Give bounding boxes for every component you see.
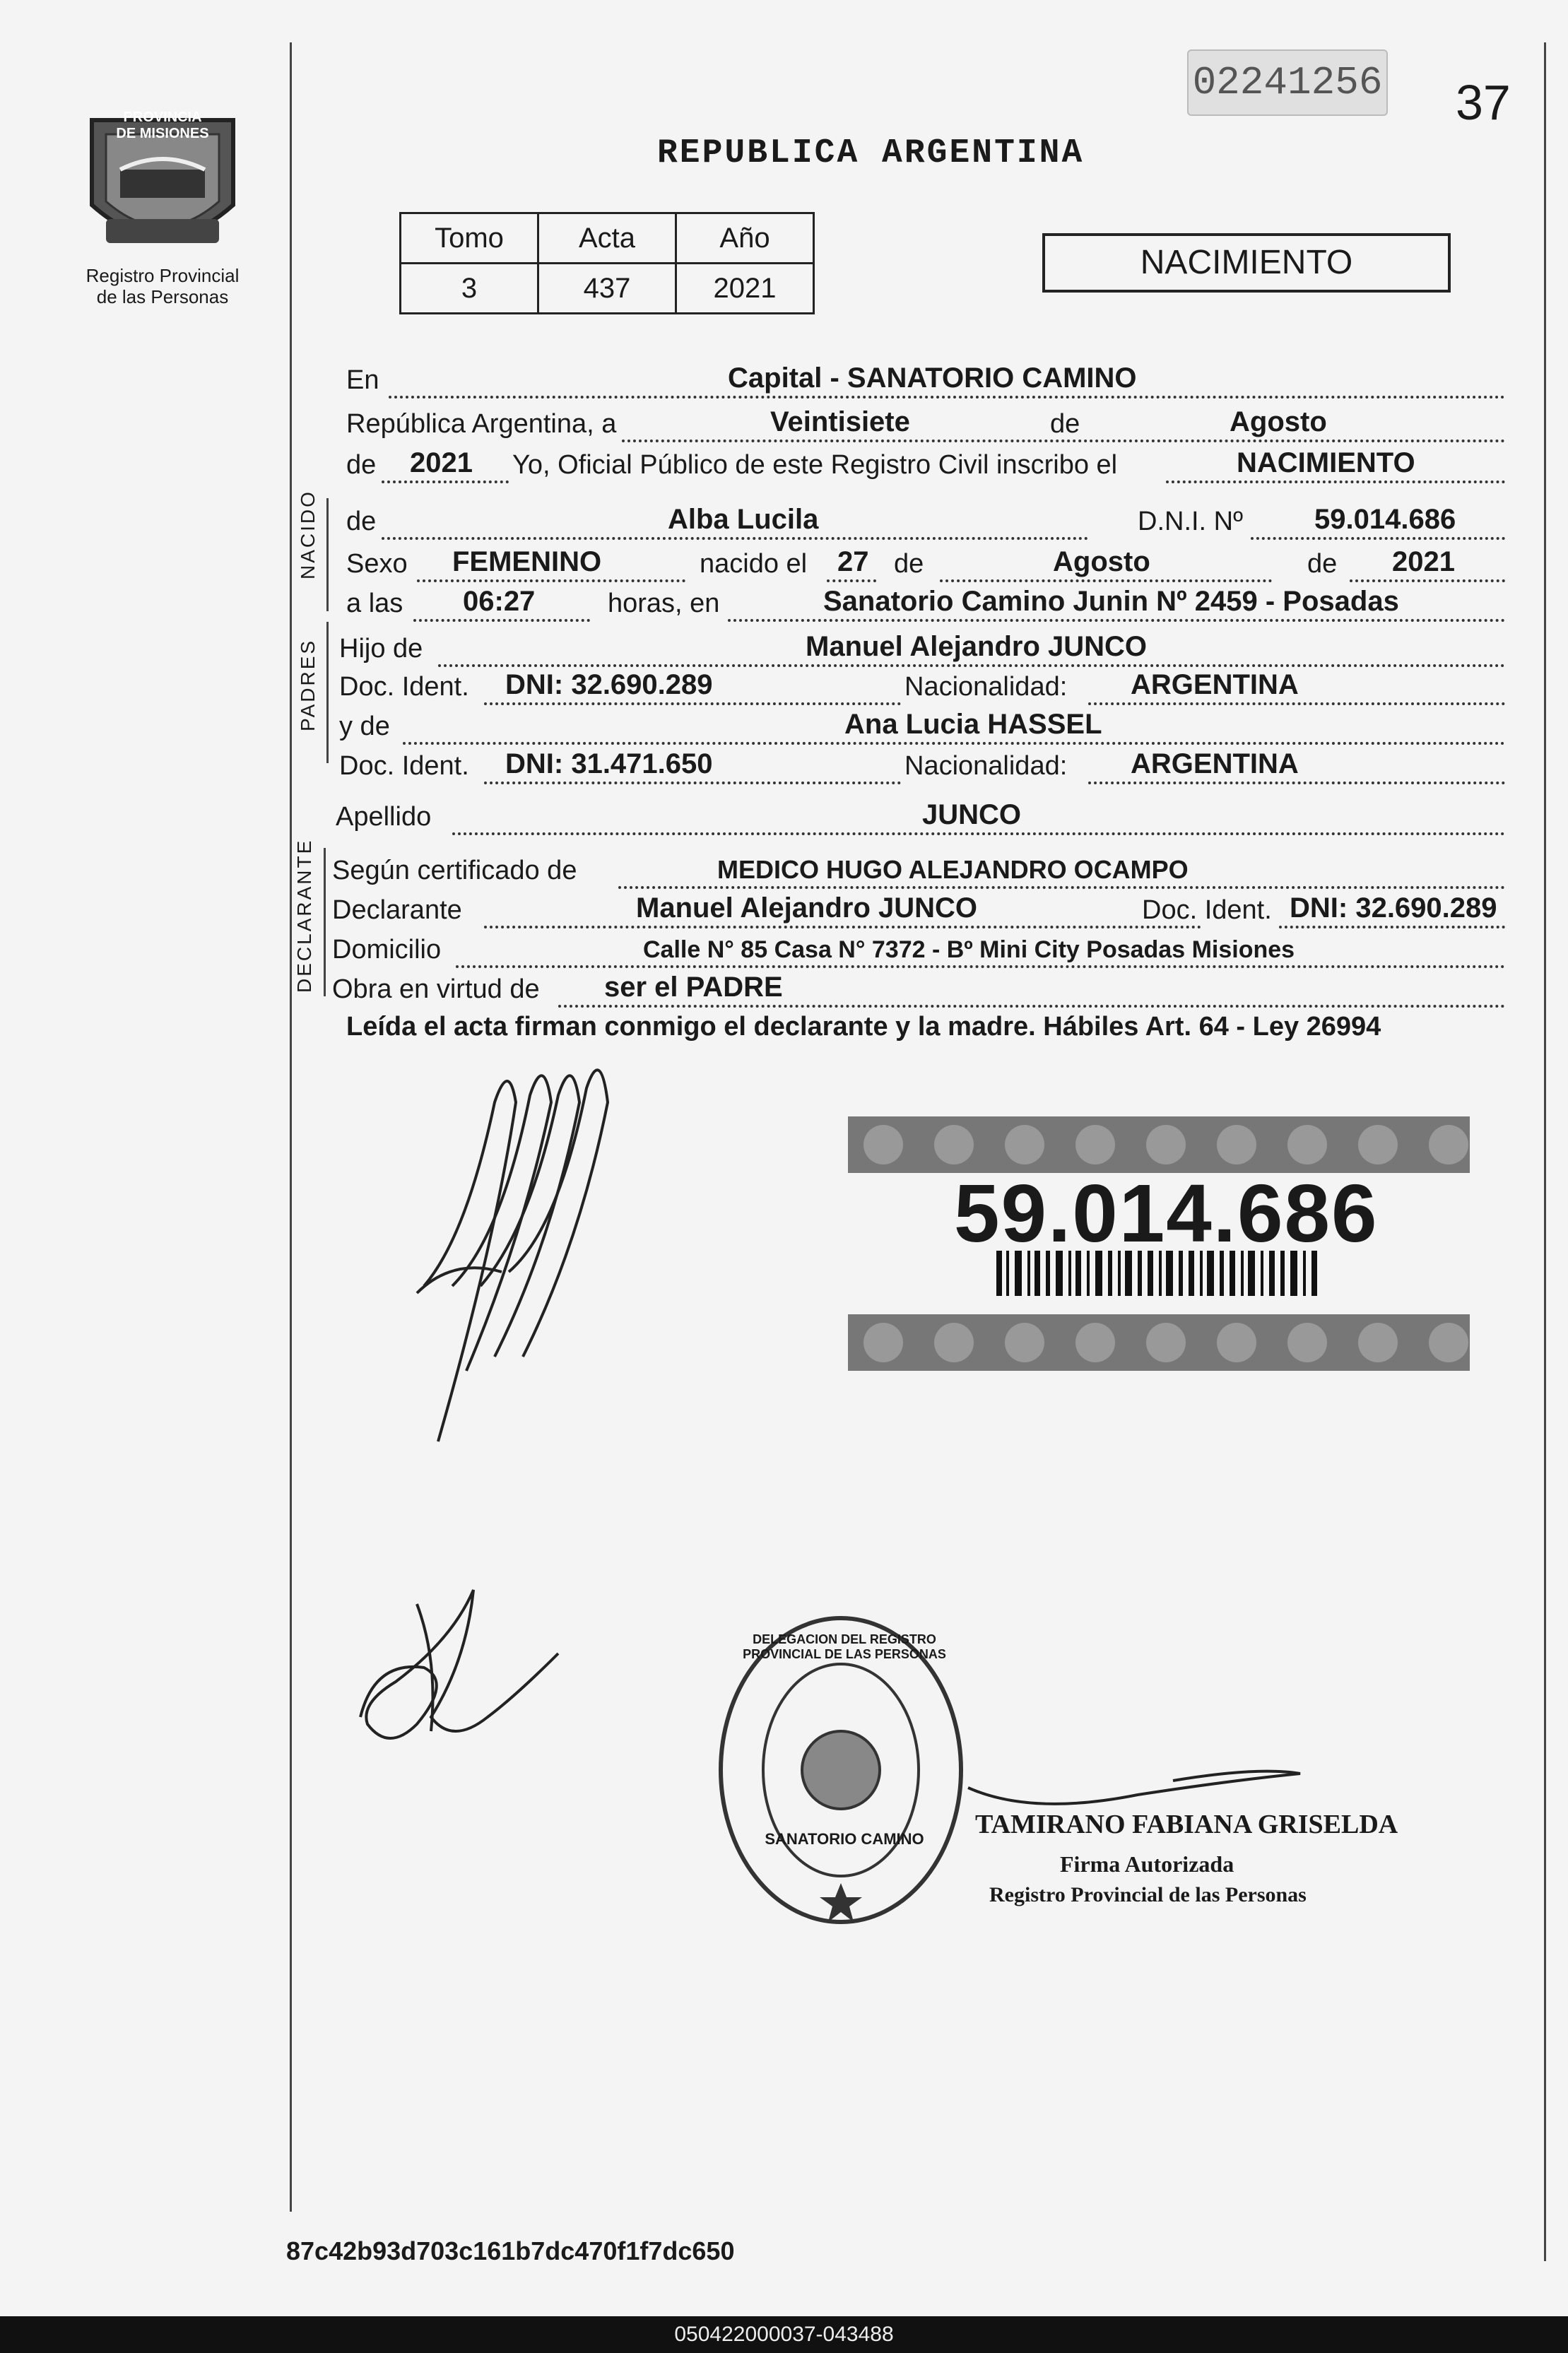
value-padre-nac: ARGENTINA xyxy=(1131,669,1299,700)
row-padre-doc xyxy=(332,667,1505,707)
value-lugar: Capital - SANATORIO CAMINO xyxy=(728,362,1137,394)
stamp-inner-text: SANATORIO CAMINO xyxy=(765,1830,924,1848)
dotted-line xyxy=(417,579,685,582)
dotted-line xyxy=(452,832,1505,835)
value-lugar-nac: Sanatorio Camino Junin Nº 2459 - Posadas xyxy=(823,586,1399,617)
dotted-line xyxy=(1350,579,1505,582)
value-acta: 437 xyxy=(538,264,676,314)
label-horas-en: horas, en xyxy=(608,589,720,618)
dotted-line xyxy=(403,742,1505,745)
label-de-nombre: de xyxy=(346,507,377,536)
label-domicilio: Domicilio xyxy=(332,935,442,965)
row-declarante xyxy=(332,890,1505,930)
value-madre: Ana Lucia HASSEL xyxy=(844,709,1102,740)
label-a-las: a las xyxy=(346,589,403,618)
signer-role: Firma Autorizada xyxy=(1060,1851,1234,1877)
row-lugar xyxy=(332,360,1505,400)
signer-name: TAMIRANO FABIANA GRISELDA xyxy=(975,1810,1398,1839)
footer-code: 050422000037-043488 xyxy=(0,2316,1568,2353)
header-acta: Acta xyxy=(538,213,676,264)
row-madre-doc xyxy=(332,746,1505,786)
value-domicilio: Calle N° 85 Casa N° 7372 - Bº Mini City Posadas Misiones xyxy=(643,936,1295,963)
label-doc-ident-madre: Doc. Ident. xyxy=(339,751,469,781)
dotted-line xyxy=(1088,782,1505,784)
dotted-line xyxy=(484,782,901,784)
barcode-number: 59.014.686 xyxy=(954,1167,1379,1259)
row-nombre xyxy=(332,502,1505,541)
dotted-line xyxy=(484,702,901,705)
value-madre-doc: DNI: 31.471.650 xyxy=(505,748,713,779)
document-type-box: NACIMIENTO xyxy=(1042,233,1451,293)
label-republica: República Argentina, a xyxy=(346,409,617,439)
label-sexo: Sexo xyxy=(346,549,408,579)
label-nacionalidad-padre: Nacionalidad: xyxy=(904,672,1068,702)
label-nacionalidad-madre: Nacionalidad: xyxy=(904,751,1068,781)
value-acto: NACIMIENTO xyxy=(1237,447,1415,478)
row-sexo xyxy=(332,544,1505,584)
serial-number: 02241256 xyxy=(1187,49,1388,116)
label-yo: Yo, Oficial Público de este Registro Civil inscribo el xyxy=(512,450,1118,480)
declarant-signature xyxy=(410,1060,636,1456)
row-certificado xyxy=(332,851,1505,890)
value-declarante-doc: DNI: 32.690.289 xyxy=(1290,892,1497,924)
row-hora xyxy=(332,584,1505,623)
value-nombre: Alba Lucila xyxy=(668,504,819,535)
row-obra xyxy=(332,969,1505,1009)
document-hash: 87c42b93d703c161b7dc470f1f7dc650 xyxy=(286,2236,735,2265)
label-nacido-el: nacido el xyxy=(700,549,808,579)
label-declarante: Declarante xyxy=(332,895,462,925)
dotted-line xyxy=(827,579,876,582)
logo-label: Registro Provincial de las Personas xyxy=(86,265,240,307)
label-de-anio-nac: de xyxy=(1307,549,1338,579)
value-dni: 59.014.686 xyxy=(1314,504,1456,535)
padres-bracket xyxy=(326,622,329,763)
value-hora: 06:27 xyxy=(463,586,536,617)
page-title: REPUBLICA ARGENTINA xyxy=(657,134,1085,172)
label-obra: Obra en virtud de xyxy=(332,974,540,1004)
value-padre-doc: DNI: 32.690.289 xyxy=(505,669,713,700)
dotted-line xyxy=(389,396,1505,399)
value-sexo: FEMENINO xyxy=(452,546,602,577)
logo-text: PROVINCIA DE MISIONES xyxy=(116,110,209,141)
section-label-nacido: NACIDO xyxy=(297,490,319,579)
dotted-line xyxy=(382,537,1088,540)
closing-statement: Leída el acta firman conmigo el declarante y la madre. Hábiles Art. 64 - Ley 26994 xyxy=(346,1012,1381,1042)
value-obra: ser el PADRE xyxy=(604,972,783,1003)
registry-table xyxy=(399,212,815,314)
value-mes: Agosto xyxy=(1230,406,1327,437)
declarante-bracket xyxy=(324,848,326,996)
value-anio: 2021 xyxy=(410,447,473,478)
left-margin-line xyxy=(290,42,292,2212)
value-padre: Manuel Alejandro JUNCO xyxy=(806,631,1148,662)
dotted-line xyxy=(413,619,590,622)
row-fecha xyxy=(332,404,1505,444)
dotted-line xyxy=(618,886,1505,889)
dotted-line xyxy=(622,440,1505,442)
dotted-line xyxy=(1251,537,1505,540)
right-margin-line xyxy=(1544,42,1546,2261)
label-en: En xyxy=(346,365,379,395)
row-madre xyxy=(332,707,1505,746)
value-nac-anio: 2021 xyxy=(1392,546,1455,577)
label-segun: Según certificado de xyxy=(332,856,577,885)
row-acto xyxy=(332,445,1505,485)
value-apellido: JUNCO xyxy=(922,799,1022,830)
row-domicilio xyxy=(332,930,1505,969)
dotted-line xyxy=(940,579,1272,582)
official-signature xyxy=(961,1759,1314,1816)
section-label-padres: PADRES xyxy=(297,638,319,731)
value-certificado: MEDICO HUGO ALEJANDRO OCAMPO xyxy=(717,855,1189,884)
dotted-line xyxy=(1166,480,1505,483)
signer-org: Registro Provincial de las Personas xyxy=(989,1883,1307,1906)
label-dni: D.N.I. Nº xyxy=(1138,507,1243,536)
label-doc-ident-padre: Doc. Ident. xyxy=(339,672,469,702)
dotted-line xyxy=(1088,702,1505,705)
label-de-mes: de xyxy=(894,549,924,579)
value-madre-nac: ARGENTINA xyxy=(1131,748,1299,779)
dotted-line xyxy=(1279,926,1505,928)
header-tomo: Tomo xyxy=(401,213,538,264)
value-nac-dia: 27 xyxy=(837,546,869,577)
label-apellido: Apellido xyxy=(336,802,432,832)
dotted-line xyxy=(382,480,509,483)
mother-signature xyxy=(346,1576,572,1767)
label-de: de xyxy=(1046,409,1084,440)
dotted-line xyxy=(558,1005,1505,1008)
value-declarante: Manuel Alejandro JUNCO xyxy=(636,892,978,924)
label-y-de: y de xyxy=(339,712,390,741)
row-padre xyxy=(332,629,1505,668)
header-anio: Año xyxy=(676,213,814,264)
nacido-bracket xyxy=(326,498,329,611)
section-label-declarante: DECLARANTE xyxy=(293,838,315,993)
page-number: 37 xyxy=(1456,75,1511,130)
dotted-line xyxy=(456,965,1505,968)
dotted-line xyxy=(728,619,1505,622)
value-nac-mes: Agosto xyxy=(1053,546,1150,577)
row-apellido xyxy=(332,797,1505,837)
label-de-anio: de xyxy=(346,450,377,480)
dotted-line xyxy=(484,926,1201,928)
stamp-ring-text: DELEGACION DEL REGISTRO PROVINCIAL DE LAS PERSONAS xyxy=(743,1632,946,1661)
value-dia: Veintisiete xyxy=(770,406,910,437)
value-tomo: 3 xyxy=(401,264,538,314)
label-doc-ident-declarante: Doc. Ident. xyxy=(1138,895,1276,926)
value-anio: 2021 xyxy=(676,264,814,314)
label-hijo-de: Hijo de xyxy=(339,634,423,664)
